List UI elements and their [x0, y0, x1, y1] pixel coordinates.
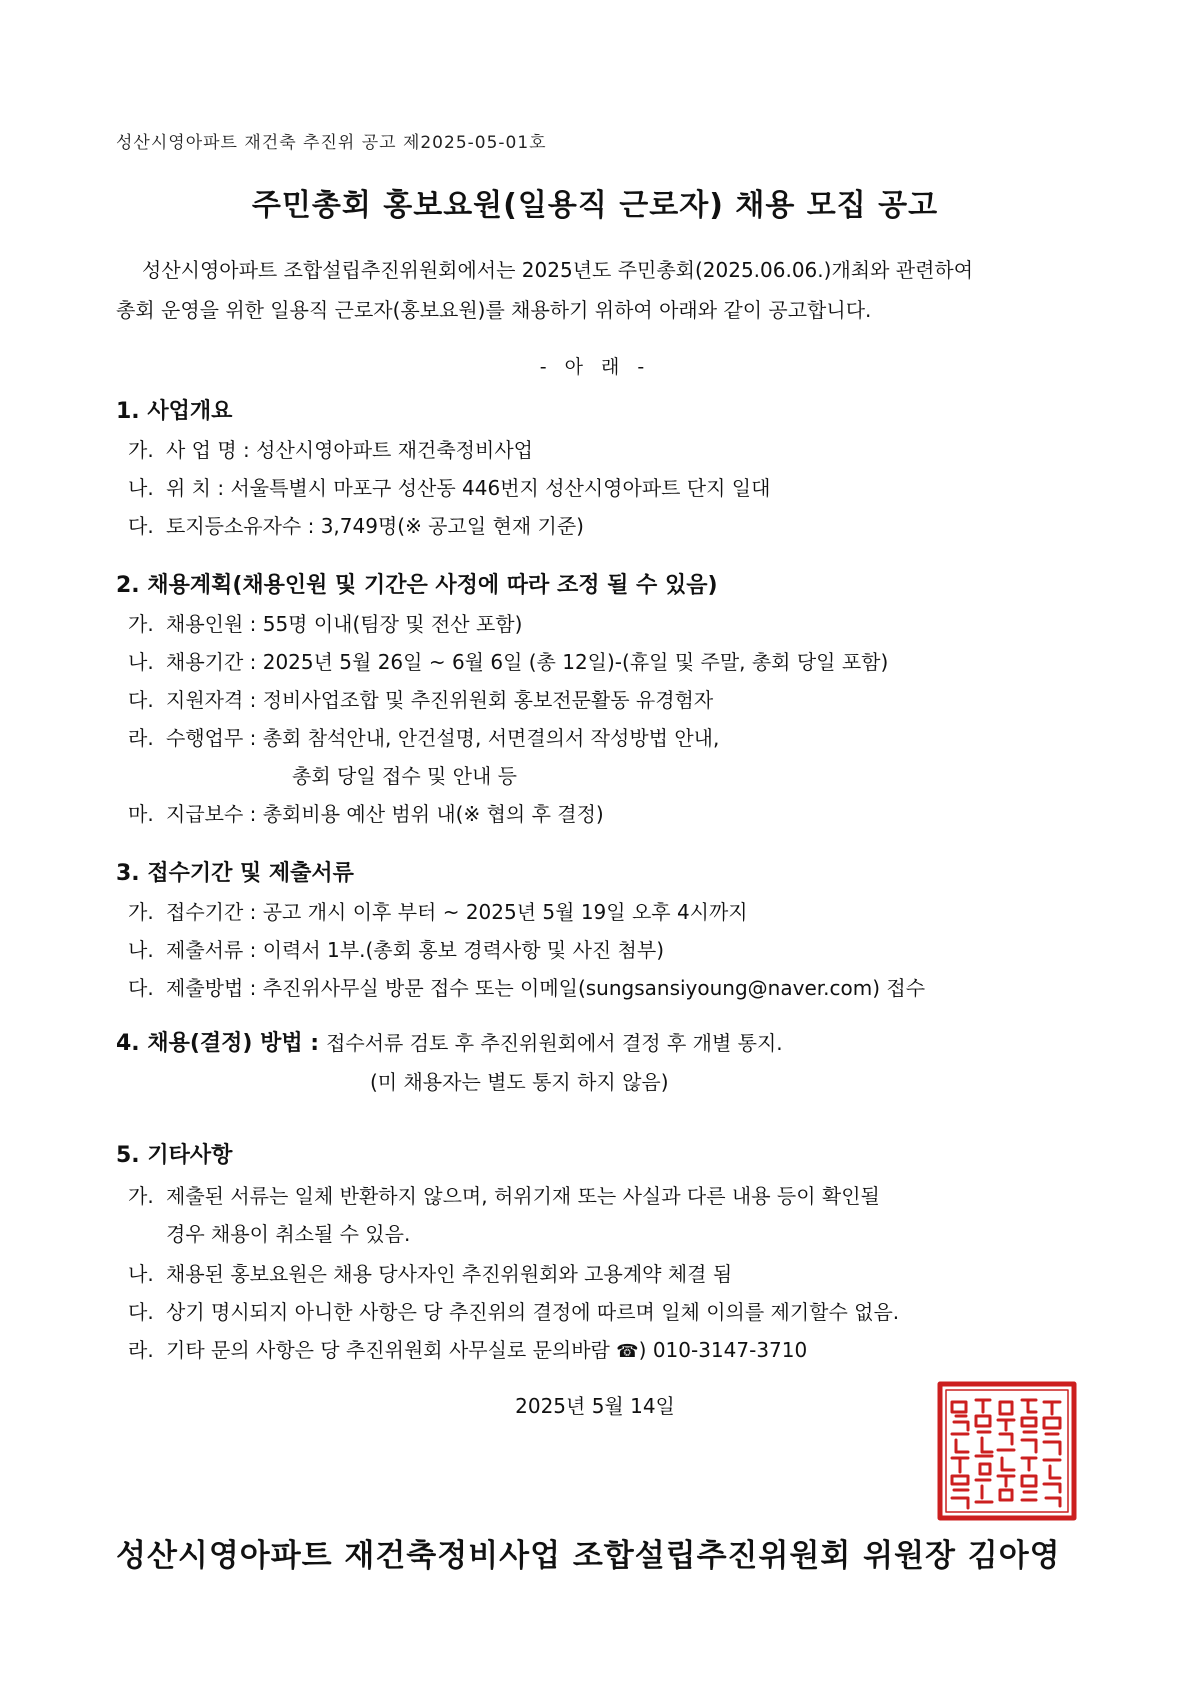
item-text: 기타 문의 사항은 당 추진위원회 사무실로 문의바람 [166, 1338, 610, 1362]
item-marker: 나. [128, 650, 154, 674]
item-marker: 가. [128, 1184, 154, 1208]
item-marker: 라. [128, 726, 154, 750]
item-text: 채용인원 : 55명 이내(팀장 및 전산 포함) [166, 612, 523, 636]
item-marker: 다. [128, 976, 154, 1000]
section-1-item [128, 472, 770, 501]
section-2-item [128, 684, 713, 713]
item-continuation: 경우 채용이 취소될 수 있음. [166, 1222, 411, 1246]
item-marker: 라. [128, 1338, 154, 1362]
notice-number: 성산시영아파트 재건축 추진위 공고 제2025-05-01호 [116, 133, 547, 153]
section-2-item [128, 646, 888, 675]
section-5-title: 5. 기타사항 [116, 1143, 233, 1168]
item-marker: 나. [128, 1262, 154, 1286]
section-3-item [128, 972, 925, 1001]
notice-date: 2025년 5월 14일 [515, 1394, 675, 1418]
section-4-text: 접수서류 검토 후 추진위원회에서 결정 후 개별 통지. [326, 1031, 783, 1055]
item-marker: 나. [128, 938, 154, 962]
intro-line-1: 성산시영아파트 조합설립추진위원회에서는 2025년도 주민총회(2025.06.06.)개최와 관련하여 [142, 258, 974, 282]
section-2-item [128, 722, 719, 751]
phone-icon: ☎ [616, 1341, 639, 1362]
red-seal-stamp-icon [936, 1380, 1078, 1522]
item-continuation: 총회 당일 접수 및 안내 등 [292, 764, 517, 788]
page-title: 주민총회 홍보요원(일용직 근로자) 채용 모집 공고 [251, 188, 939, 223]
section-1-item [128, 434, 533, 463]
section-4 [116, 1026, 783, 1057]
item-text: 채용된 홍보요원은 채용 당사자인 추진위원회와 고용계약 체결 됨 [166, 1262, 733, 1286]
item-text: 제출방법 : 추진위사무실 방문 접수 또는 이메일(sungsansiyoung@naver.com) 접수 [166, 976, 926, 1000]
item-text: 사 업 명 : 성산시영아파트 재건축정비사업 [166, 438, 533, 462]
item-text: 제출된 서류는 일체 반환하지 않으며, 허위기재 또는 사실과 다른 내용 등이 확인될 [166, 1184, 880, 1208]
phone-number: ) 010-3147-3710 [638, 1338, 808, 1362]
section-5-item [128, 1180, 880, 1209]
item-marker: 가. [128, 438, 154, 462]
intro-paragraph [116, 250, 1096, 330]
section-2-title: 2. 채용계획(채용인원 및 기간은 사정에 따라 조정 될 수 있음) [116, 573, 718, 598]
item-marker: 마. [128, 802, 154, 826]
item-text: 채용기간 : 2025년 5월 26일 ~ 6월 6일 (총 12일)-(휴일 및 주말, 총회 당일 포함) [166, 650, 889, 674]
item-text: 토지등소유자수 : 3,749명(※ 공고일 현재 기준) [166, 514, 584, 538]
item-text: 수행업무 : 총회 참석안내, 안건설명, 서면결의서 작성방법 안내, [166, 726, 720, 750]
section-3-title: 3. 접수기간 및 제출서류 [116, 861, 354, 886]
item-text: 제출서류 : 이력서 1부.(총회 홍보 경력사항 및 사진 첨부) [166, 938, 665, 962]
item-marker: 다. [128, 688, 154, 712]
item-text: 지원자격 : 정비사업조합 및 추진위원회 홍보전문활동 유경험자 [166, 688, 714, 712]
section-2-item [128, 608, 522, 637]
item-marker: 가. [128, 612, 154, 636]
item-marker: 다. [128, 1300, 154, 1324]
below-marker: - 아 래 - [539, 356, 651, 378]
item-marker: 다. [128, 514, 154, 538]
section-1-item [128, 510, 584, 539]
item-text: 위 치 : 서울특별시 마포구 성산동 446번지 성산시영아파트 단지 일대 [166, 476, 771, 500]
item-marker: 나. [128, 476, 154, 500]
signer-name: 성산시영아파트 재건축정비사업 조합설립추진위원회 위원장 김아영 [116, 1538, 1061, 1574]
section-4-continuation: (미 채용자는 별도 통지 하지 않음) [370, 1070, 669, 1094]
item-text: 접수기간 : 공고 개시 이후 부터 ~ 2025년 5월 19일 오후 4시까지 [166, 900, 748, 924]
item-text: 지급보수 : 총회비용 예산 범위 내(※ 협의 후 결정) [166, 802, 604, 826]
section-5-item [128, 1296, 899, 1325]
item-marker: 가. [128, 900, 154, 924]
intro-line-2: 총회 운영을 위한 일용직 근로자(홍보요원)를 채용하기 위하여 아래와 같이 공고합니다. [116, 298, 872, 322]
section-2-item [128, 798, 604, 827]
section-1-title: 1. 사업개요 [116, 399, 233, 424]
section-3-item [128, 934, 664, 963]
section-5-item [128, 1334, 807, 1363]
section-4-title: 4. 채용(결정) 방법 : [116, 1031, 320, 1056]
section-3-item [128, 896, 748, 925]
item-text: 상기 명시되지 아니한 사항은 당 추진위의 결정에 따르며 일체 이의를 제기할수 없음. [166, 1300, 900, 1324]
section-5-item [128, 1258, 732, 1287]
